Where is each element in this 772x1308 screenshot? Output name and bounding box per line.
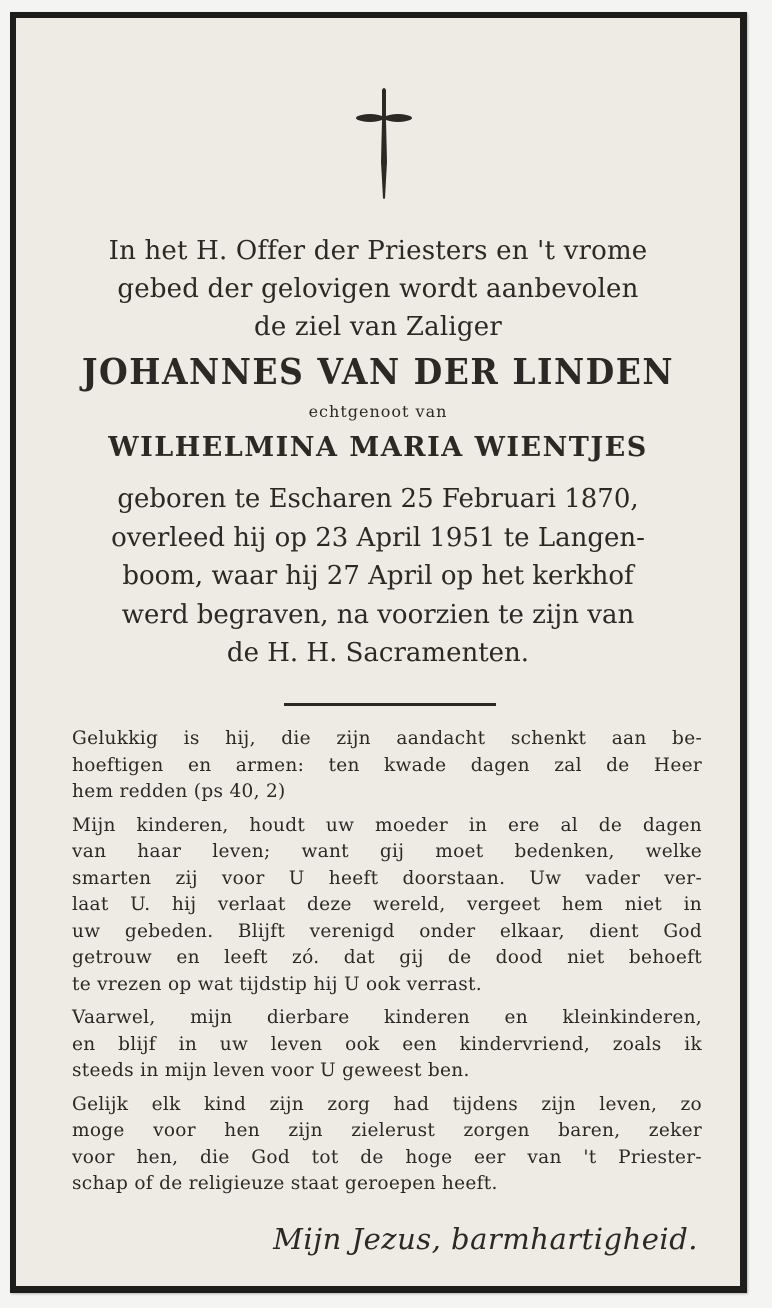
para-line: hoeftigen en armen: ten kwade dagen zal de Heer [72,754,702,776]
prayer-paragraphs [72,726,702,1205]
deceased-name: JOHANNES VAN DER LINDEN [81,350,675,393]
closing-prayer: Mijn Jezus, barmhartigheid. [273,1222,698,1256]
intro-line: In het H. Offer der Priesters en 't vrome [108,236,648,266]
para-line: Vaarwel, mijn dierbare kinderen en kleinkinderen, [72,1007,702,1028]
divider-rule [284,703,496,706]
para-line: Mijn kinderen, houdt uw moeder in ere al de dagen [72,814,702,836]
para-line: schap of de religieuze staat geroepen heeft. [72,1173,498,1194]
biography [40,480,716,673]
bio-line: overleed hij op 23 April 1951 te Langen- [111,522,645,553]
para-line: laat U. hij verlaat deze wereld, vergeet hem niet in [72,894,702,915]
paragraph-children [72,813,702,999]
paragraph-psalm [72,726,702,806]
para-line: smarten zij voor U heeft doorstaan. Uw vader ver- [72,867,702,889]
intro-text [46,232,710,346]
spouse-label: echtgenoot van [308,402,448,421]
para-line: voor hen, die God tot de hoge eer van 't Priester- [72,1146,702,1168]
bio-line: geboren te Escharen 25 Februari 1870, [117,484,639,514]
intro-line: de ziel van Zaliger [254,312,502,342]
para-line: te vrezen op wat tijdstip hij U ook verrast. [72,973,482,995]
para-line: moge voor hen zijn zielerust zorgen baren, zeker [72,1120,702,1141]
para-line: van haar leven; want gij moet bedenken, welke [72,841,702,862]
cross-icon [352,86,416,202]
para-line: getrouw en leeft zó. dat gij de dood niet behoeft [72,947,702,968]
bio-line: werd begraven, na voorzien te zijn van [121,599,635,630]
memorial-card [10,12,747,1293]
para-line: steeds in mijn leven voor U geweest ben. [72,1060,470,1081]
para-line: Gelukkig is hij, die zijn aandacht schenkt aan be- [72,728,702,749]
bio-line: boom, waar hij 27 April op het kerkhof [122,561,634,591]
para-line: hem redden (ps 40, 2) [72,781,286,802]
paragraph-farewell [72,1005,702,1085]
para-line: uw gebeden. Blijft verenigd onder elkaar, dient God [72,920,702,942]
spouse-name: WILHELMINA MARIA WIENTJES [108,432,648,463]
intro-line: gebed der gelovigen wordt aanbevolen [117,274,639,304]
para-line: en blijf in uw leven ook een kindervriend, zoals ik [72,1033,702,1055]
para-line: Gelijk elk kind zijn zorg had tijdens zijn leven, zo [72,1093,702,1115]
card-content [16,18,740,1286]
bio-line: de H. H. Sacramenten. [226,638,530,668]
paragraph-priesthood [72,1092,702,1198]
